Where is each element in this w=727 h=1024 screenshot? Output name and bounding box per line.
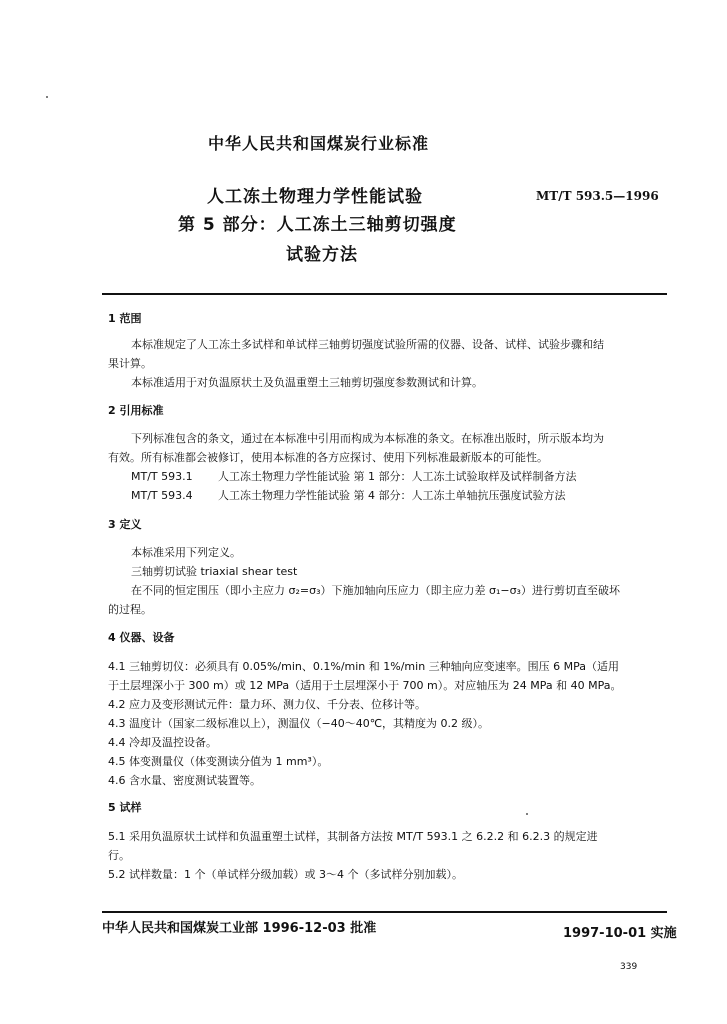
clause-5-2: 5.2 试样数量：1 个（单试样分级加载）或 3～4 个（多试样分别加载）。 bbox=[108, 868, 463, 881]
definition-text-line-1: 在不同的恒定围压（即小主应力 σ₂=σ₃）下施加轴向压应力（即主应力差 σ₁−σ₃）进行剪切直至破坏 bbox=[131, 584, 620, 597]
clause-4-5: 4.5 体变测量仪（体变测读分值为 1 mm³）。 bbox=[108, 755, 329, 768]
effective-date: 1997-10-01 实施 bbox=[563, 926, 677, 941]
approval-line: 中华人民共和国煤炭工业部 1996-12-03 批准 bbox=[102, 921, 377, 936]
clause-4-3: 4.3 温度计（国家二级标准以上），测温仪（−40～40℃，其精度为 0.2 级）。 bbox=[108, 717, 490, 730]
reference-2-code: MT/T 593.4 bbox=[131, 489, 193, 502]
footer-divider bbox=[102, 911, 667, 913]
header-divider bbox=[102, 293, 667, 295]
scan-speck bbox=[46, 96, 48, 98]
clause-4-1-line-1: 4.1 三轴剪切仪：必须具有 0.05%/min、0.1%/min 和 1%/min 三种轴向应变速率。围压 6 MPa（适用 bbox=[108, 660, 620, 673]
reference-1-title: 人工冻土物理力学性能试验 第 1 部分：人工冻土试验取样及试样制备方法 bbox=[218, 470, 577, 483]
section-2-heading: 2 引用标准 bbox=[108, 404, 164, 417]
standard-code: MT/T 593.5—1996 bbox=[536, 189, 659, 203]
reference-1-code: MT/T 593.1 bbox=[131, 470, 193, 483]
section-2-paragraph-line-2: 有效。所有标准都会被修订，使用本标准的各方应探讨、使用下列标准最新版本的可能性。 bbox=[108, 451, 548, 464]
clause-5-1-line-1: 5.1 采用负温原状土试样和负温重塑土试样，其制备方法按 MT/T 593.1 之 6.2.2 和 6.2.3 的规定进 bbox=[108, 830, 598, 843]
reference-2-title: 人工冻土物理力学性能试验 第 4 部分：人工冻土单轴抗压强度试验方法 bbox=[218, 489, 566, 502]
section-1-paragraph-1-line-1: 本标准规定了人工冻土多试样和单试样三轴剪切强度试验所需的仪器、设备、试样、试验步骤和结 bbox=[131, 338, 604, 351]
section-5-heading: 5 试样 bbox=[108, 801, 142, 814]
definition-text-line-2: 的过程。 bbox=[108, 603, 152, 616]
document-title-line-1: 人工冻土物理力学性能试验 bbox=[207, 187, 423, 207]
section-4-heading: 4 仪器、设备 bbox=[108, 631, 175, 644]
document-title-line-3: 试验方法 bbox=[286, 245, 358, 265]
scan-speck bbox=[526, 813, 528, 815]
page-number: 339 bbox=[620, 962, 638, 972]
clause-4-1-line-2: 于土层埋深小于 300 m）或 12 MPa（适用于土层埋深小于 700 m）。对应轴压为 24 MPa 和 40 MPa。 bbox=[108, 679, 622, 692]
clause-4-6: 4.6 含水量、密度测试装置等。 bbox=[108, 774, 261, 787]
definition-term: 三轴剪切试验 triaxial shear test bbox=[131, 565, 298, 578]
section-3-heading: 3 定义 bbox=[108, 518, 142, 531]
clause-4-4: 4.4 冷却及温控设备。 bbox=[108, 736, 217, 749]
clause-5-1-line-2: 行。 bbox=[108, 849, 130, 862]
section-3-paragraph: 本标准采用下列定义。 bbox=[131, 546, 241, 559]
section-1-paragraph-2: 本标准适用于对负温原状土及负温重塑土三轴剪切强度参数测试和计算。 bbox=[131, 376, 483, 389]
clause-4-2: 4.2 应力及变形测试元件：量力环、测力仪、千分表、位移计等。 bbox=[108, 698, 426, 711]
document-title-line-2: 第 5 部分：人工冻土三轴剪切强度 bbox=[178, 215, 457, 235]
section-1-heading: 1 范围 bbox=[108, 312, 142, 325]
section-2-paragraph-line-1: 下列标准包含的条文，通过在本标准中引用而构成为本标准的条文。在标准出版时，所示版本均为 bbox=[131, 432, 604, 445]
section-1-paragraph-1-line-2: 果计算。 bbox=[108, 357, 152, 370]
issuing-organization: 中华人民共和国煤炭行业标准 bbox=[208, 134, 430, 153]
